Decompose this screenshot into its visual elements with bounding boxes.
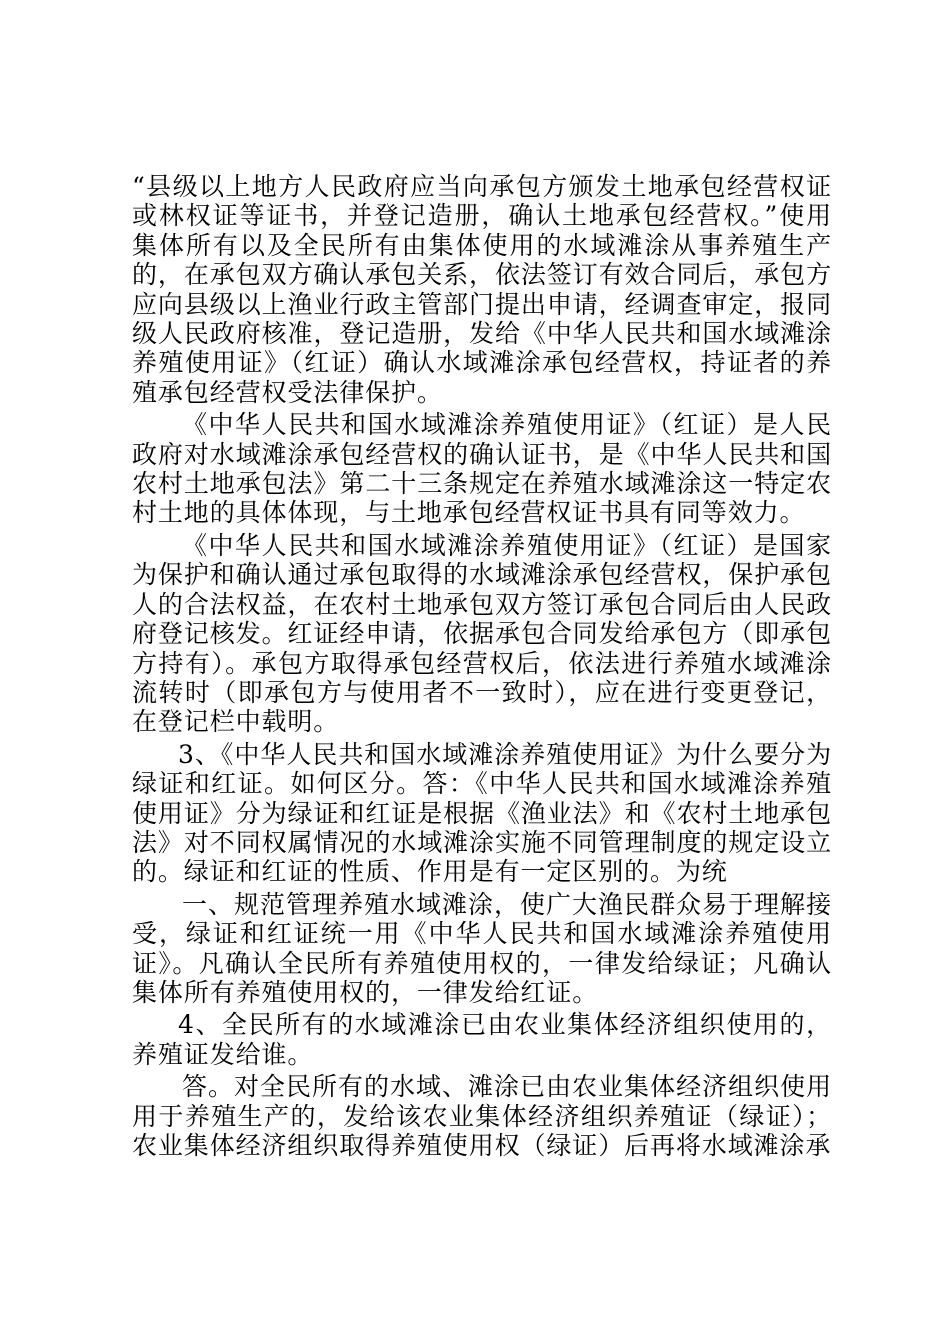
paragraph-answer-4: 答。对全民所有的水域、滩涂已由农业集体经济组织使用用于养殖生产的，发给该农业集体经济组织养殖证（绿证）；农业集体经济组织取得养殖使用权（绿证）后再将水域滩涂承 (132, 1072, 832, 1160)
paragraph-certificate-issuance: “县级以上地方人民政府应当向承包方颁发土地承包经营权证或林权证等证书，并登记造册，确认土地承包经营权。”使用集体所有以及全民所有由集体使用的水域滩涂从事养殖生产的，在承包双方确认承包关系，依法签订有效合同后，承包方应向县级以上渔业行政主管部门提出申请，经调查审定，报同级人民政府核准，登记造册，发给《中华人民共和国水域滩涂养殖使用证》（红证）确认水域滩涂承包经营权，持证者的养殖承包经营权受法律保护。 (132, 172, 832, 407)
paragraph-unified-certificate: 一、规范管理养殖水域滩涂，使广大渔民群众易于理解接受，绿证和红证统一用《中华人民共和国水域滩涂养殖使用证》。凡确认全民所有养殖使用权的，一律发给绿证；凡确认集体所有养殖使用权的，一律发给红证。 (132, 889, 832, 1007)
paragraph-question-4: 4、全民所有的水域滩涂已由农业集体经济组织使用的，养殖证发给谁。 (132, 1010, 832, 1069)
paragraph-red-certificate-purpose: 《中华人民共和国水域滩涂养殖使用证》（红证）是国家为保护和确认通过承包取得的水域滩涂承包经营权，保护承包人的合法权益，在农村土地承包双方签订承包合同后由人民政府登记核发。红证经申请，依据承包合同发给承包方（即承包方持有）。承包方取得承包经营权后，依法进行养殖水域滩涂流转时（即承包方与使用者不一致时），应在进行变更登记，在登记栏中载明。 (132, 530, 832, 737)
paragraph-question-3: 3、《中华人民共和国水域滩涂养殖使用证》为什么要分为绿证和红证。如何区分。答：《中华人民共和国水域滩涂养殖使用证》分为绿证和红证是根据《渔业法》和《农村土地承包法》对不同权属情况的水域滩涂实施不同管理制度的规定设立的。绿证和红证的性质、作用是有一定区别的。为统 (132, 739, 832, 887)
paragraph-red-certificate-definition: 《中华人民共和国水域滩涂养殖使用证》（红证）是人民政府对水域滩涂承包经营权的确认证书，是《中华人民共和国农村土地承包法》第二十三条规定在养殖水域滩涂这一特定农村土地的具体体现，与土地承包经营权证书具有同等效力。 (132, 410, 832, 528)
document-body (132, 172, 832, 1163)
